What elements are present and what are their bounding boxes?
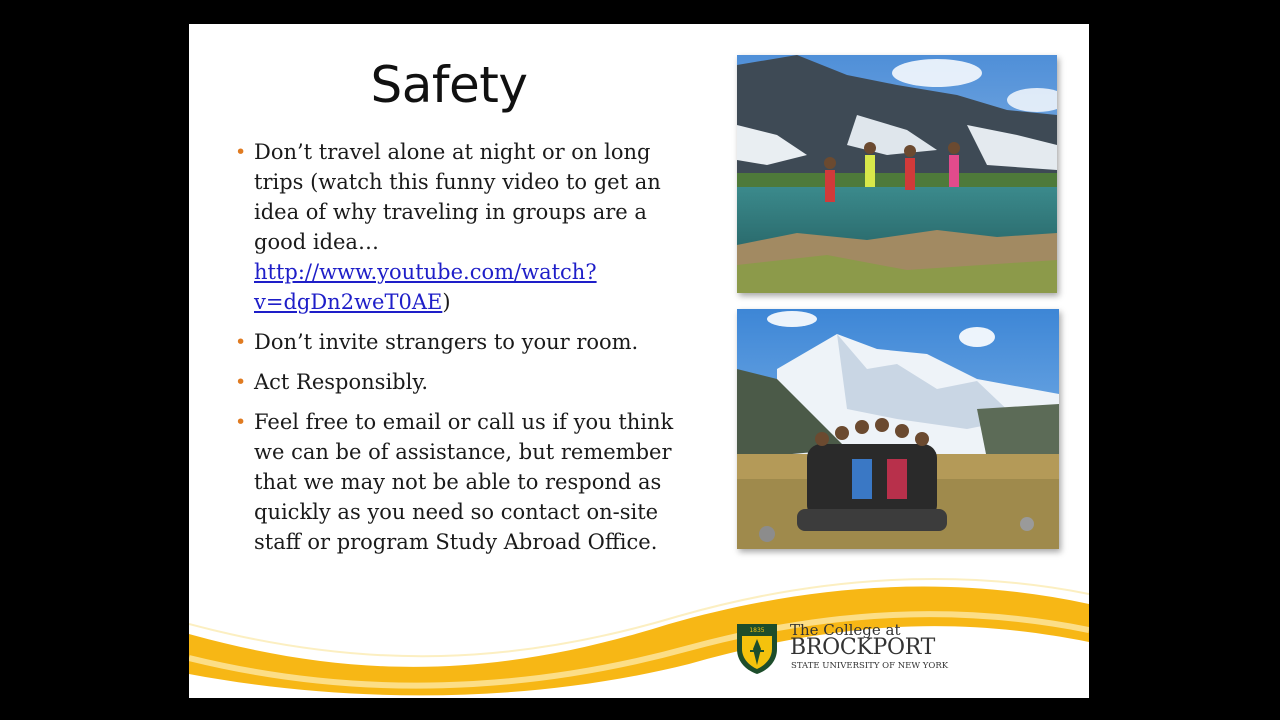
bullet-item bbox=[235, 367, 695, 397]
logo-line-1: The College at bbox=[790, 621, 901, 639]
photo-group-jumping-lake bbox=[737, 55, 1057, 293]
bullet-text: Don’t travel alone at night or on long trips (watch this funny video to get an idea of why traveling in groups are a good idea… bbox=[254, 140, 661, 254]
photo-icon bbox=[737, 309, 1059, 549]
logo-subtitle: STATE UNIVERSITY OF NEW YORK bbox=[791, 661, 949, 671]
photo-group-mountain bbox=[737, 309, 1059, 549]
bullet-icon: • bbox=[235, 331, 247, 353]
bullet-text: Don’t invite strangers to your room. bbox=[254, 330, 639, 354]
photo-icon bbox=[737, 55, 1057, 293]
bullet-icon: • bbox=[235, 371, 247, 393]
bullet-item bbox=[235, 327, 695, 357]
slide-title: Safety bbox=[370, 56, 528, 114]
logo-wordmark: BROCKPORT bbox=[790, 635, 936, 660]
bullet-item bbox=[235, 407, 695, 557]
bullet-text: Feel free to email or call us if you think we can be of assistance, but remember that we may not be able to respond as quickly as you need so contact on-site staff or program Study Abroad Office. bbox=[254, 410, 674, 554]
bullet-text: Act Responsibly. bbox=[254, 370, 429, 394]
presentation-slide bbox=[189, 24, 1089, 698]
bullet-list bbox=[235, 137, 695, 567]
shield-icon bbox=[734, 621, 780, 675]
youtube-link[interactable]: http://www.youtube.com/watch?v=dgDn2weT0AE bbox=[254, 260, 597, 314]
brockport-logo bbox=[734, 621, 974, 677]
bullet-item bbox=[235, 137, 695, 317]
bullet-icon: • bbox=[235, 141, 247, 163]
bullet-text-closing: ) bbox=[442, 290, 451, 314]
bullet-icon: • bbox=[235, 411, 247, 433]
svg-text:1835: 1835 bbox=[749, 627, 765, 634]
